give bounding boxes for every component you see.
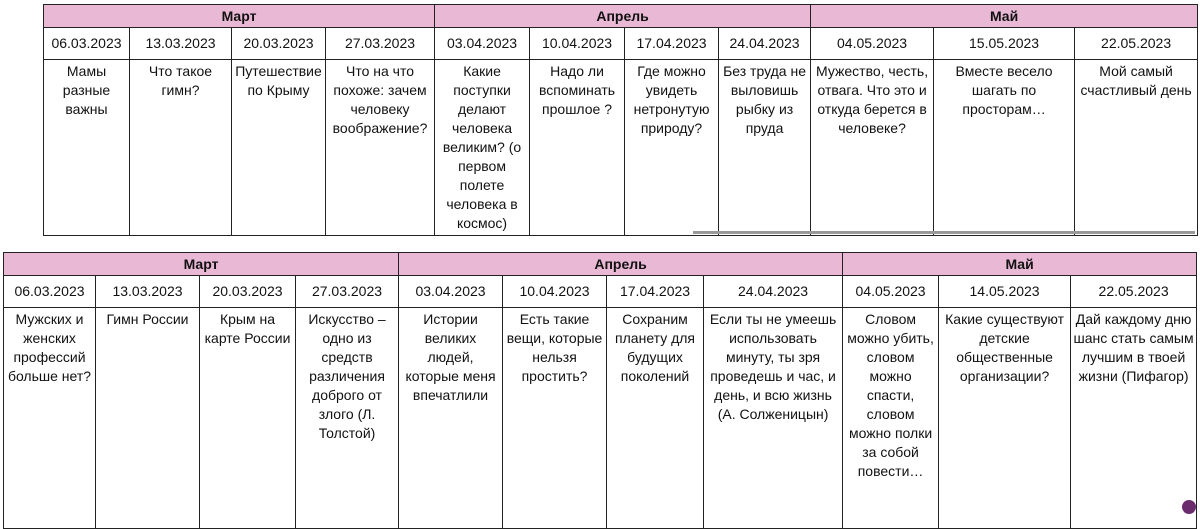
topic-cell: Гимн России xyxy=(96,308,200,529)
topic-cell: Мужество, честь, отвага. Что это и откуда берется в человеке? xyxy=(811,60,934,236)
topic-cell: Мамы разные важны xyxy=(44,60,130,236)
topic-cell: Дай каждому дню шанс стать самым лучшим в твоей жизни (Пифагор) xyxy=(1071,308,1197,529)
date-cell: 14.05.2023 xyxy=(939,276,1071,308)
date-cell: 04.05.2023 xyxy=(811,28,934,60)
date-cell: 27.03.2023 xyxy=(326,28,435,60)
date-cell: 17.04.2023 xyxy=(607,276,704,308)
date-cell: 06.03.2023 xyxy=(4,276,96,308)
topic-cell: Что на что похоже: зачем человеку воображение? xyxy=(326,60,435,236)
month-header: Апрель xyxy=(435,5,811,28)
month-header: Май xyxy=(811,5,1198,28)
date-cell: 10.04.2023 xyxy=(503,276,607,308)
date-cell: 13.03.2023 xyxy=(96,276,200,308)
month-header: Май xyxy=(843,253,1197,276)
date-cell: 22.05.2023 xyxy=(1071,276,1197,308)
topic-cell: Словом можно убить, словом можно спасти, словом можно полки за собой повести… xyxy=(843,308,939,529)
date-cell: 20.03.2023 xyxy=(232,28,326,60)
topic-cell: Путешествие по Крыму xyxy=(232,60,326,236)
topic-cell: Искусство – одно из средств различения доброго от злого (Л. Толстой) xyxy=(296,308,399,529)
topic-cell: Какие существуют детские общественные организации? xyxy=(939,308,1071,529)
topic-cell: Если ты не умеешь использовать минуту, ты зря проведешь и час, и день, и всю жизнь (А. Солженицын) xyxy=(704,308,843,529)
date-cell: 06.03.2023 xyxy=(44,28,130,60)
topic-cell: Истории великих людей, которые меня впечатлили xyxy=(399,308,503,529)
month-header: Март xyxy=(4,253,399,276)
topic-cell: Мой самый счастливый день xyxy=(1075,60,1198,236)
date-cell: 17.04.2023 xyxy=(625,28,719,60)
topic-cell: Без труда не выловишь рыбку из пруда xyxy=(719,60,811,236)
topic-cell: Есть такие вещи, которые нельзя простить? xyxy=(503,308,607,529)
date-cell: 13.03.2023 xyxy=(130,28,232,60)
date-cell: 20.03.2023 xyxy=(200,276,296,308)
date-cell: 24.04.2023 xyxy=(704,276,843,308)
topic-cell: Что такое гимн? xyxy=(130,60,232,236)
date-cell: 03.04.2023 xyxy=(435,28,530,60)
schedule-table-grade-b xyxy=(3,252,1197,529)
date-cell: 24.04.2023 xyxy=(719,28,811,60)
topic-cell: Сохраним планету для будущих поколений xyxy=(607,308,704,529)
date-cell: 22.05.2023 xyxy=(1075,28,1198,60)
topic-cell: Где можно увидеть нетронутую природу? xyxy=(625,60,719,236)
month-header: Апрель xyxy=(399,253,843,276)
topic-cell: Надо ли вспоминать прошлое ? xyxy=(530,60,625,236)
date-cell: 27.03.2023 xyxy=(296,276,399,308)
topic-cell: Какие поступки делают человека великим? (о первом полете человека в космос) xyxy=(435,60,530,236)
date-cell: 03.04.2023 xyxy=(399,276,503,308)
separator-line xyxy=(693,231,1195,234)
schedule-table-grade-a xyxy=(43,4,1198,236)
date-cell: 10.04.2023 xyxy=(530,28,625,60)
topic-cell: Крым на карте России xyxy=(200,308,296,529)
month-header: Март xyxy=(44,5,435,28)
date-cell: 15.05.2023 xyxy=(934,28,1075,60)
date-cell: 04.05.2023 xyxy=(843,276,939,308)
topic-cell: Вместе весело шагать по просторам… xyxy=(934,60,1075,236)
topic-cell: Мужских и женских профессий больше нет? xyxy=(4,308,96,529)
cursor-dot xyxy=(1182,500,1196,514)
